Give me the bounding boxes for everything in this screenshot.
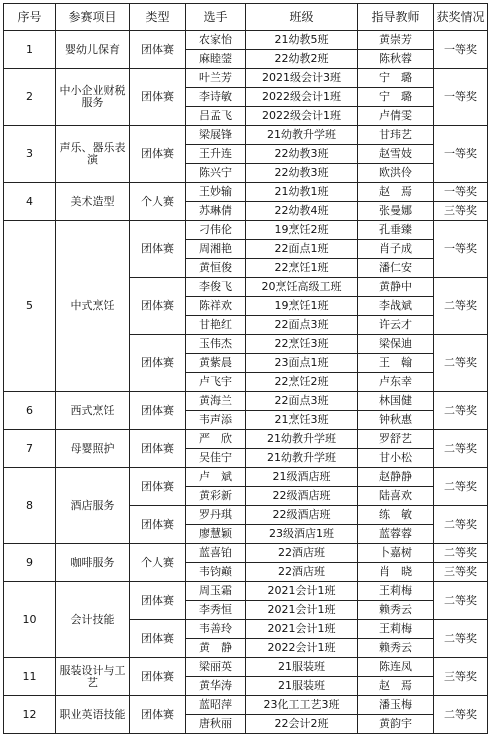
table-row	[4, 126, 488, 145]
cell-class: 22级酒店班	[246, 487, 358, 506]
cell-player: 周玉霜	[186, 582, 246, 601]
cell-no: 9	[4, 544, 56, 582]
cell-class: 21幼教5班	[246, 31, 358, 50]
cell-class: 2022级会计1班	[246, 107, 358, 126]
cell-player: 韦声添	[186, 411, 246, 430]
header-cell-project: 参赛项目	[56, 4, 130, 31]
cell-player: 苏琳倩	[186, 202, 246, 221]
cell-class: 21烹饪3班	[246, 411, 358, 430]
table-row	[4, 31, 488, 50]
table-body	[4, 31, 488, 734]
cell-player: 黄 静	[186, 639, 246, 658]
cell-class: 2022会计1班	[246, 639, 358, 658]
cell-teacher: 黄静中	[358, 278, 434, 297]
cell-no: 12	[4, 696, 56, 734]
cell-award: 二等奖	[434, 506, 488, 544]
cell-class: 22烹饪2班	[246, 373, 358, 392]
cell-award: 二等奖	[434, 278, 488, 335]
cell-project: 咖啡服务	[56, 544, 130, 582]
cell-project: 婴幼儿保育	[56, 31, 130, 69]
cell-teacher: 欧洪伶	[358, 164, 434, 183]
cell-project: 母婴照护	[56, 430, 130, 468]
cell-award: 二等奖	[434, 392, 488, 430]
cell-player: 黄海兰	[186, 392, 246, 411]
cell-player: 刁伟伦	[186, 221, 246, 240]
cell-class: 22烹饪1班	[246, 259, 358, 278]
cell-award: 三等奖	[434, 202, 488, 221]
cell-type: 个人赛	[130, 183, 186, 221]
cell-project: 酒店服务	[56, 468, 130, 544]
cell-class: 22面点1班	[246, 240, 358, 259]
cell-class: 19烹饪1班	[246, 297, 358, 316]
cell-award: 一等奖	[434, 126, 488, 183]
table-row	[4, 221, 488, 240]
cell-teacher: 陈连凤	[358, 658, 434, 677]
cell-class: 21幼教1班	[246, 183, 358, 202]
cell-award: 三等奖	[434, 563, 488, 582]
cell-teacher: 肖子成	[358, 240, 434, 259]
header-row	[4, 4, 488, 31]
cell-class: 21级酒店班	[246, 468, 358, 487]
cell-player: 王升连	[186, 145, 246, 164]
cell-player: 农家怡	[186, 31, 246, 50]
cell-player: 梁丽英	[186, 658, 246, 677]
table-row	[4, 183, 488, 202]
cell-project: 美术造型	[56, 183, 130, 221]
cell-class: 22酒店班	[246, 544, 358, 563]
cell-no: 4	[4, 183, 56, 221]
cell-type: 团体赛	[130, 392, 186, 430]
cell-class: 19烹饪2班	[246, 221, 358, 240]
cell-class: 22幼教3班	[246, 164, 358, 183]
cell-no: 11	[4, 658, 56, 696]
table-row	[4, 468, 488, 487]
cell-teacher: 卜嘉树	[358, 544, 434, 563]
table-row	[4, 430, 488, 449]
cell-teacher: 卢倩雯	[358, 107, 434, 126]
cell-class: 22会计2班	[246, 715, 358, 734]
cell-class: 23面点1班	[246, 354, 358, 373]
cell-no: 7	[4, 430, 56, 468]
cell-teacher: 王莉梅	[358, 620, 434, 639]
cell-player: 黄彩新	[186, 487, 246, 506]
cell-class: 23化工工艺3班	[246, 696, 358, 715]
cell-award: 二等奖	[434, 544, 488, 563]
cell-player: 吴佳宁	[186, 449, 246, 468]
cell-award: 二等奖	[434, 468, 488, 506]
cell-player: 周湘艳	[186, 240, 246, 259]
cell-type: 团体赛	[130, 430, 186, 468]
cell-player: 梁展锋	[186, 126, 246, 145]
cell-player: 王妙输	[186, 183, 246, 202]
table-row	[4, 696, 488, 715]
cell-type: 团体赛	[130, 468, 186, 506]
cell-teacher: 王 翰	[358, 354, 434, 373]
cell-type: 团体赛	[130, 278, 186, 335]
cell-no: 3	[4, 126, 56, 183]
cell-class: 22烹饪3班	[246, 335, 358, 354]
cell-no: 8	[4, 468, 56, 544]
cell-type: 团体赛	[130, 221, 186, 278]
cell-class: 20烹饪高级工班	[246, 278, 358, 297]
cell-teacher: 甘小松	[358, 449, 434, 468]
cell-player: 黄华涛	[186, 677, 246, 696]
cell-player: 廖慧颖	[186, 525, 246, 544]
cell-award: 一等奖	[434, 183, 488, 202]
cell-class: 2021会计1班	[246, 620, 358, 639]
cell-teacher: 赵 焉	[358, 677, 434, 696]
cell-type: 团体赛	[130, 506, 186, 544]
cell-player: 韦善玲	[186, 620, 246, 639]
cell-class: 23级酒店1班	[246, 525, 358, 544]
cell-teacher: 宁 璐	[358, 88, 434, 107]
cell-class: 21服装班	[246, 677, 358, 696]
cell-class: 21幼教升学班	[246, 430, 358, 449]
cell-project: 西式烹饪	[56, 392, 130, 430]
cell-player: 蓝喜铂	[186, 544, 246, 563]
cell-teacher: 钟秋惠	[358, 411, 434, 430]
cell-player: 陈兴宁	[186, 164, 246, 183]
table-row	[4, 658, 488, 677]
cell-class: 21服装班	[246, 658, 358, 677]
table-row	[4, 582, 488, 601]
cell-class: 22级酒店班	[246, 506, 358, 525]
cell-class: 22幼教4班	[246, 202, 358, 221]
cell-player: 李诗敏	[186, 88, 246, 107]
cell-teacher: 李战斌	[358, 297, 434, 316]
cell-teacher: 黄韵宇	[358, 715, 434, 734]
cell-teacher: 练 敏	[358, 506, 434, 525]
awards-table	[3, 3, 488, 734]
cell-award: 二等奖	[434, 335, 488, 392]
cell-teacher: 陈秋蓉	[358, 50, 434, 69]
table-row	[4, 392, 488, 411]
cell-no: 5	[4, 221, 56, 392]
cell-player: 严 欣	[186, 430, 246, 449]
cell-class: 22面点3班	[246, 316, 358, 335]
cell-teacher: 梁保迪	[358, 335, 434, 354]
header-cell-no: 序号	[4, 4, 56, 31]
cell-player: 陈祥欢	[186, 297, 246, 316]
cell-teacher: 赵雪妓	[358, 145, 434, 164]
cell-project: 服装设计与工艺	[56, 658, 130, 696]
cell-class: 2021级会计3班	[246, 69, 358, 88]
cell-no: 2	[4, 69, 56, 126]
cell-project: 会计技能	[56, 582, 130, 658]
cell-class: 22面点3班	[246, 392, 358, 411]
header-cell-award: 获奖情况	[434, 4, 488, 31]
cell-player: 韦钧巅	[186, 563, 246, 582]
cell-teacher: 黄崇芳	[358, 31, 434, 50]
cell-type: 团体赛	[130, 335, 186, 392]
cell-teacher: 罗舒艺	[358, 430, 434, 449]
cell-player: 罗丹琪	[186, 506, 246, 525]
cell-no: 10	[4, 582, 56, 658]
cell-class: 21幼教升学班	[246, 126, 358, 145]
cell-type: 团体赛	[130, 126, 186, 183]
cell-player: 黄紫晨	[186, 354, 246, 373]
cell-teacher: 赵 焉	[358, 183, 434, 202]
cell-type: 团体赛	[130, 31, 186, 69]
cell-no: 1	[4, 31, 56, 69]
cell-player: 卢飞宇	[186, 373, 246, 392]
cell-teacher: 张曼娜	[358, 202, 434, 221]
cell-project: 中小企业财税服务	[56, 69, 130, 126]
cell-player: 蓝昭萍	[186, 696, 246, 715]
cell-award: 三等奖	[434, 658, 488, 696]
cell-teacher: 王莉梅	[358, 582, 434, 601]
cell-type: 个人赛	[130, 544, 186, 582]
cell-award: 一等奖	[434, 69, 488, 126]
header-cell-type: 类型	[130, 4, 186, 31]
cell-teacher: 甘玮艺	[358, 126, 434, 145]
table-row	[4, 69, 488, 88]
cell-teacher: 赖秀云	[358, 601, 434, 620]
cell-award: 二等奖	[434, 430, 488, 468]
cell-class: 2021会计1班	[246, 601, 358, 620]
cell-class: 21幼教升学班	[246, 449, 358, 468]
cell-player: 卢 斌	[186, 468, 246, 487]
cell-project: 声乐、器乐表演	[56, 126, 130, 183]
cell-player: 玉伟杰	[186, 335, 246, 354]
cell-player: 唐秋丽	[186, 715, 246, 734]
header-cell-teacher: 指导教师	[358, 4, 434, 31]
cell-class: 22幼教2班	[246, 50, 358, 69]
cell-teacher: 赵静静	[358, 468, 434, 487]
cell-player: 吕孟飞	[186, 107, 246, 126]
cell-teacher: 肖 晓	[358, 563, 434, 582]
cell-award: 一等奖	[434, 31, 488, 69]
cell-type: 团体赛	[130, 582, 186, 620]
cell-teacher: 林国健	[358, 392, 434, 411]
cell-project: 职业英语技能	[56, 696, 130, 734]
cell-player: 甘艳红	[186, 316, 246, 335]
cell-type: 团体赛	[130, 620, 186, 658]
cell-teacher: 赖秀云	[358, 639, 434, 658]
header-cell-player: 选手	[186, 4, 246, 31]
cell-teacher: 许云才	[358, 316, 434, 335]
cell-award: 一等奖	[434, 221, 488, 278]
cell-type: 团体赛	[130, 696, 186, 734]
cell-award: 二等奖	[434, 620, 488, 658]
cell-type: 团体赛	[130, 69, 186, 126]
cell-teacher: 潘玉梅	[358, 696, 434, 715]
cell-no: 6	[4, 392, 56, 430]
cell-teacher: 陆喜欢	[358, 487, 434, 506]
cell-class: 22酒店班	[246, 563, 358, 582]
header-cell-class: 班级	[246, 4, 358, 31]
cell-type: 团体赛	[130, 658, 186, 696]
cell-class: 2021会计1班	[246, 582, 358, 601]
cell-teacher: 潘仁安	[358, 259, 434, 278]
cell-player: 黄恒俊	[186, 259, 246, 278]
cell-player: 李秀恒	[186, 601, 246, 620]
cell-award: 二等奖	[434, 582, 488, 620]
cell-teacher: 蓝蓉蓉	[358, 525, 434, 544]
cell-project: 中式烹饪	[56, 221, 130, 392]
cell-teacher: 孔垂臻	[358, 221, 434, 240]
cell-player: 李俊飞	[186, 278, 246, 297]
cell-award: 二等奖	[434, 696, 488, 734]
cell-player: 麻睦蓥	[186, 50, 246, 69]
cell-player: 叶兰芳	[186, 69, 246, 88]
cell-class: 22幼教3班	[246, 145, 358, 164]
cell-class: 2022级会计1班	[246, 88, 358, 107]
cell-teacher: 宁 璐	[358, 69, 434, 88]
cell-teacher: 卢东幸	[358, 373, 434, 392]
table-row	[4, 544, 488, 563]
